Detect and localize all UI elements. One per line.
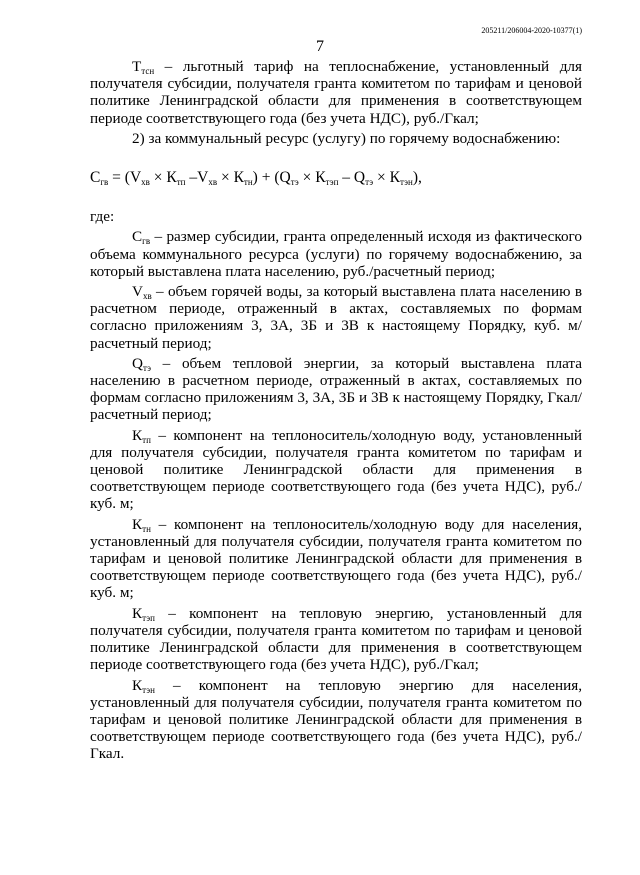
definition-vhv: $V_{хв}$ – объем горячей воды, за который выставлена плата населению в расчетном периоде, отраженный в актах, составляемых по формам согласно приложениям 3, 3А, 3Б и 3В к настоящему Порядку, куб. м/расчетный период; <box>90 283 582 352</box>
point-2-heading: 2) за коммунальный ресурс (услугу) по горячему водоснабжению: <box>132 129 561 147</box>
definition-ktp: $К_{тп}$ – компонент на теплоноситель/холодную воду, установленный для получателя субсидии, получателя гранта комитетом по тарифам и ценовой политике Ленинградской области для применения в соответствующем периоде соответствующего года (без учета НДС), руб./куб. м; <box>90 426 582 513</box>
document-body <box>90 58 582 766</box>
definition-ktn: $К_{тн}$ – компонент на теплоноситель/холодную воду для населения, установленный для получателя субсидии, получателя гранта комитетом по тарифам и ценовой политике Ленинградской области для применения в соответствующем периоде соответствующего года (без учета НДС), руб./куб. м; <box>90 515 582 602</box>
definition-kten: $К_{тэн}$ – компонент на тепловую энергию для населения, установленный для получателя субсидии, получателя гранта комитетом по тарифам и ценовой политике Ленинградской области для применения в соответствующем периоде соответствующего года (без учета НДС), руб./Гкал. <box>90 676 582 763</box>
definition-ttsn: $Т_{тсн}$ – льготный тариф на теплоснабжение, установленный для получателя субсидии, получателя гранта комитетом по тарифам и ценовой политике Ленинградской области для применения в соответствующем периоде соответствующего года (без учета НДС), руб./Гкал; <box>90 58 582 127</box>
definition-ktep: $К_{тэп}$ – компонент на тепловую энергию, установленный для получателя субсидии, получателя гранта комитетом по тарифам и ценовой политике Ленинградской области для применения в соответствующем периоде соответствующего года (без учета НДС), руб./Гкал; <box>90 604 582 674</box>
page-number: 7 <box>316 38 324 55</box>
where-label: где: <box>90 208 115 226</box>
document-id: 205211/206004-2020-10377(1) <box>481 26 582 35</box>
formula-cgv: $С_{гв} = (V_{хв} \times К_{тп}$ $-V_{хв} \times К_{тн}) + (Q_{тэ} \times К_{тэп} - Q_{тэ} \times К_{тэн})$, <box>90 169 422 188</box>
definition-qte: $Q_{тэ}$ – объем тепловой энергии, за который выставлена плата населению в расчетном периоде, отраженный в актах, составляемых по формам согласно приложениям 3, 3А, 3Б и 3В к настоящему Порядку, Гкал/расчетный период; <box>90 354 582 424</box>
definition-cgv: $С_{гв}$ – размер субсидии, гранта определенный исходя из фактического объема коммунального ресурса (услуги) по горячему водоснабжению, за который выставлена плата населению, руб./расчетный период; <box>90 228 582 280</box>
